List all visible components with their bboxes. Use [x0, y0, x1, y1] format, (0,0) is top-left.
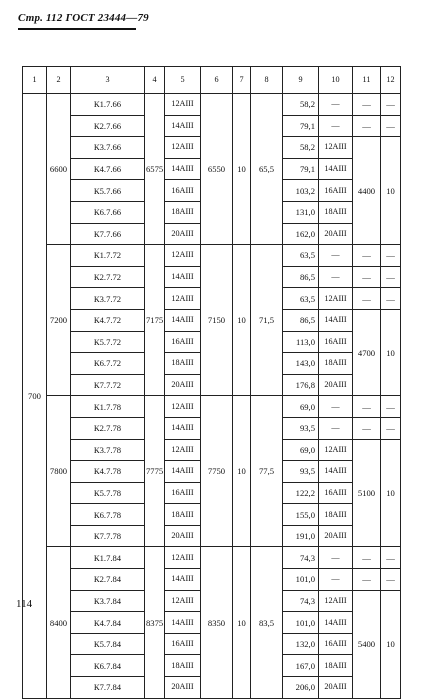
col-header: 3 — [71, 67, 145, 94]
table-cell: 86,5 — [283, 309, 319, 331]
col-header: 5 — [165, 67, 201, 94]
col-header: 4 — [145, 67, 165, 94]
table-cell: 4700 — [353, 309, 381, 395]
table-cell: 16АIII — [165, 482, 201, 504]
col-header: 2 — [47, 67, 71, 94]
table-cell: 14АIII — [165, 612, 201, 634]
table-cell: К1.7.84 — [71, 547, 145, 569]
page-header: Стр. 112 ГОСТ 23444—79 — [18, 12, 149, 24]
table-cell: К7.7.84 — [71, 677, 145, 699]
table-cell: 16АIII — [165, 180, 201, 202]
table-cell: К7.7.78 — [71, 525, 145, 547]
col-header: 7 — [233, 67, 251, 94]
table-row — [23, 94, 401, 116]
col-header: 10 — [319, 67, 353, 94]
table-cell: К2.7.72 — [71, 266, 145, 288]
table-cell: 155,0 — [283, 504, 319, 526]
table-cell: 12АIII — [319, 288, 353, 310]
table-cell: 7800 — [47, 396, 71, 547]
table-cell: — — [319, 417, 353, 439]
table-cell: К1.7.78 — [71, 396, 145, 418]
table-cell: 10 — [233, 245, 251, 396]
table-cell: 132,0 — [283, 633, 319, 655]
table-cell: К3.7.72 — [71, 288, 145, 310]
table-cell: 18АIII — [319, 504, 353, 526]
header-rule — [18, 28, 136, 30]
table-cell: 14АIII — [165, 266, 201, 288]
table-cell: 6550 — [201, 94, 233, 245]
table-cell: 5400 — [353, 590, 381, 698]
table-cell: 20АIII — [319, 677, 353, 699]
table-cell: 16АIII — [165, 331, 201, 353]
table-cell: 6600 — [47, 94, 71, 245]
col-header: 8 — [251, 67, 283, 94]
table-cell: — — [353, 417, 381, 439]
table-cell: — — [353, 547, 381, 569]
table-cell: 7775 — [145, 396, 165, 547]
table-cell: К5.7.66 — [71, 180, 145, 202]
table-cell: 8375 — [145, 547, 165, 698]
table-cell: 93,5 — [283, 417, 319, 439]
table-cell: К5.7.84 — [71, 633, 145, 655]
table-cell: — — [381, 417, 401, 439]
table-body — [23, 67, 401, 699]
table-cell: 8400 — [47, 547, 71, 698]
table-cell: 14АIII — [319, 461, 353, 483]
table-cell: 10 — [381, 439, 401, 547]
table-cell: — — [319, 266, 353, 288]
col-header: 1 — [23, 67, 47, 94]
table-cell: 12АIII — [165, 547, 201, 569]
table-cell: 18АIII — [165, 353, 201, 375]
table-cell: 122,2 — [283, 482, 319, 504]
table-cell: 77,5 — [251, 396, 283, 547]
table-cell: К3.7.84 — [71, 590, 145, 612]
table-cell: 4400 — [353, 137, 381, 245]
table-cell: 14АIII — [165, 569, 201, 591]
table-cell: — — [319, 547, 353, 569]
table-cell: 16АIII — [319, 331, 353, 353]
table-cell: 206,0 — [283, 677, 319, 699]
table-cell: К5.7.72 — [71, 331, 145, 353]
table-cell: 16АIII — [165, 633, 201, 655]
table-cell: — — [353, 569, 381, 591]
table-cell: 14АIII — [165, 115, 201, 137]
table-cell: 63,5 — [283, 288, 319, 310]
table-cell: 6575 — [145, 94, 165, 245]
table-cell: 12АIII — [165, 137, 201, 159]
table-cell: 18АIII — [319, 201, 353, 223]
col-header: 6 — [201, 67, 233, 94]
table-cell: 86,5 — [283, 266, 319, 288]
table-cell: 20АIII — [165, 525, 201, 547]
table-cell: 20АIII — [165, 677, 201, 699]
table-cell: К6.7.72 — [71, 353, 145, 375]
table-cell: 16АIII — [319, 180, 353, 202]
table-cell: К4.7.78 — [71, 461, 145, 483]
table-cell: 10 — [233, 547, 251, 698]
table-cell: 143,0 — [283, 353, 319, 375]
table-cell: К7.7.72 — [71, 374, 145, 396]
table-cell: 12АIII — [165, 439, 201, 461]
table-cell: 20АIII — [319, 525, 353, 547]
table-cell: К1.7.66 — [71, 94, 145, 116]
table-cell: 191,0 — [283, 525, 319, 547]
table-cell: 18АIII — [165, 504, 201, 526]
page-number: 114 — [16, 598, 33, 610]
table-cell: 12АIII — [319, 439, 353, 461]
table-cell: К6.7.66 — [71, 201, 145, 223]
table-cell: К4.7.72 — [71, 309, 145, 331]
table-cell: 18АIII — [165, 655, 201, 677]
table-cell: — — [381, 266, 401, 288]
table-cell: 69,0 — [283, 439, 319, 461]
table-cell: 12АIII — [165, 590, 201, 612]
data-table — [22, 66, 401, 699]
table-cell: — — [319, 94, 353, 116]
table-cell: — — [319, 569, 353, 591]
table-cell: 103,2 — [283, 180, 319, 202]
table-cell: 79,1 — [283, 115, 319, 137]
table-cell: — — [319, 245, 353, 267]
table-cell: 10 — [381, 309, 401, 395]
table-cell: К3.7.66 — [71, 137, 145, 159]
table-cell: 162,0 — [283, 223, 319, 245]
table-cell: 16АIII — [319, 482, 353, 504]
col-header: 11 — [353, 67, 381, 94]
table-cell: 18АIII — [319, 655, 353, 677]
table-cell: К6.7.78 — [71, 504, 145, 526]
table-cell: — — [319, 396, 353, 418]
table-cell: — — [381, 569, 401, 591]
table-cell: К2.7.78 — [71, 417, 145, 439]
table-cell: — — [381, 396, 401, 418]
table-cell: К4.7.66 — [71, 158, 145, 180]
table-cell: — — [353, 245, 381, 267]
table-row — [23, 245, 401, 267]
table-cell: 18АIII — [319, 353, 353, 375]
table-cell: 69,0 — [283, 396, 319, 418]
table-cell: — — [381, 94, 401, 116]
table-cell: 8350 — [201, 547, 233, 698]
table-cell: 14АIII — [165, 158, 201, 180]
table-row — [23, 396, 401, 418]
table-cell: 113,0 — [283, 331, 319, 353]
table-cell: 14АIII — [165, 309, 201, 331]
table-cell: К2.7.66 — [71, 115, 145, 137]
table-cell: 14АIII — [319, 612, 353, 634]
table-cell: — — [353, 266, 381, 288]
table-cell: 10 — [233, 396, 251, 547]
table-cell: 20АIII — [165, 374, 201, 396]
table-cell: 10 — [233, 94, 251, 245]
table-cell: 83,5 — [251, 547, 283, 698]
table-cell: 14АIII — [319, 158, 353, 180]
col-header: 12 — [381, 67, 401, 94]
table-cell: 176,8 — [283, 374, 319, 396]
table-cell: 12АIII — [165, 288, 201, 310]
table-cell: — — [381, 115, 401, 137]
table-cell: 20АIII — [319, 374, 353, 396]
table-cell: — — [381, 547, 401, 569]
table-cell: 5100 — [353, 439, 381, 547]
table-cell: 101,0 — [283, 612, 319, 634]
table-cell: К4.7.84 — [71, 612, 145, 634]
table-cell: К6.7.84 — [71, 655, 145, 677]
table-cell: 101,0 — [283, 569, 319, 591]
table-cell: — — [353, 115, 381, 137]
table-cell: — — [319, 115, 353, 137]
table-cell: — — [381, 288, 401, 310]
table-cell: — — [353, 94, 381, 116]
table-cell: 12АIII — [319, 590, 353, 612]
table-cell: 12АIII — [165, 245, 201, 267]
table-cell: 14АIII — [319, 309, 353, 331]
table-cell: 7750 — [201, 396, 233, 547]
table-cell: 71,5 — [251, 245, 283, 396]
table-cell: 93,5 — [283, 461, 319, 483]
table-cell: К1.7.72 — [71, 245, 145, 267]
table-cell: 700 — [23, 94, 47, 699]
table-cell: 18АIII — [165, 201, 201, 223]
table-cell: 12АIII — [319, 137, 353, 159]
table-cell: К5.7.78 — [71, 482, 145, 504]
table-cell: 7150 — [201, 245, 233, 396]
table-cell: 14АIII — [165, 461, 201, 483]
table-cell: К7.7.66 — [71, 223, 145, 245]
table-cell: 58,2 — [283, 137, 319, 159]
table-cell: 12АIII — [165, 396, 201, 418]
col-header: 9 — [283, 67, 319, 94]
table-cell: 20АIII — [165, 223, 201, 245]
table-cell: 10 — [381, 590, 401, 698]
table-cell: — — [353, 288, 381, 310]
table-cell: — — [353, 396, 381, 418]
table-cell: 14АIII — [165, 417, 201, 439]
table-cell: 131,0 — [283, 201, 319, 223]
table-cell: 7200 — [47, 245, 71, 396]
table-cell: 74,3 — [283, 590, 319, 612]
table-cell: 74,3 — [283, 547, 319, 569]
table-cell: 65,5 — [251, 94, 283, 245]
table-cell: К2.7.84 — [71, 569, 145, 591]
table-row — [23, 547, 401, 569]
table-cell: 20АIII — [319, 223, 353, 245]
table-cell: 63,5 — [283, 245, 319, 267]
table-cell: — — [381, 245, 401, 267]
table-cell: 58,2 — [283, 94, 319, 116]
table-cell: 10 — [381, 137, 401, 245]
table-cell: 12АIII — [165, 94, 201, 116]
header-row — [23, 67, 401, 94]
table-cell: 7175 — [145, 245, 165, 396]
table-cell: 16АIII — [319, 633, 353, 655]
table-cell: К3.7.78 — [71, 439, 145, 461]
table-cell: 167,0 — [283, 655, 319, 677]
table-cell: 79,1 — [283, 158, 319, 180]
